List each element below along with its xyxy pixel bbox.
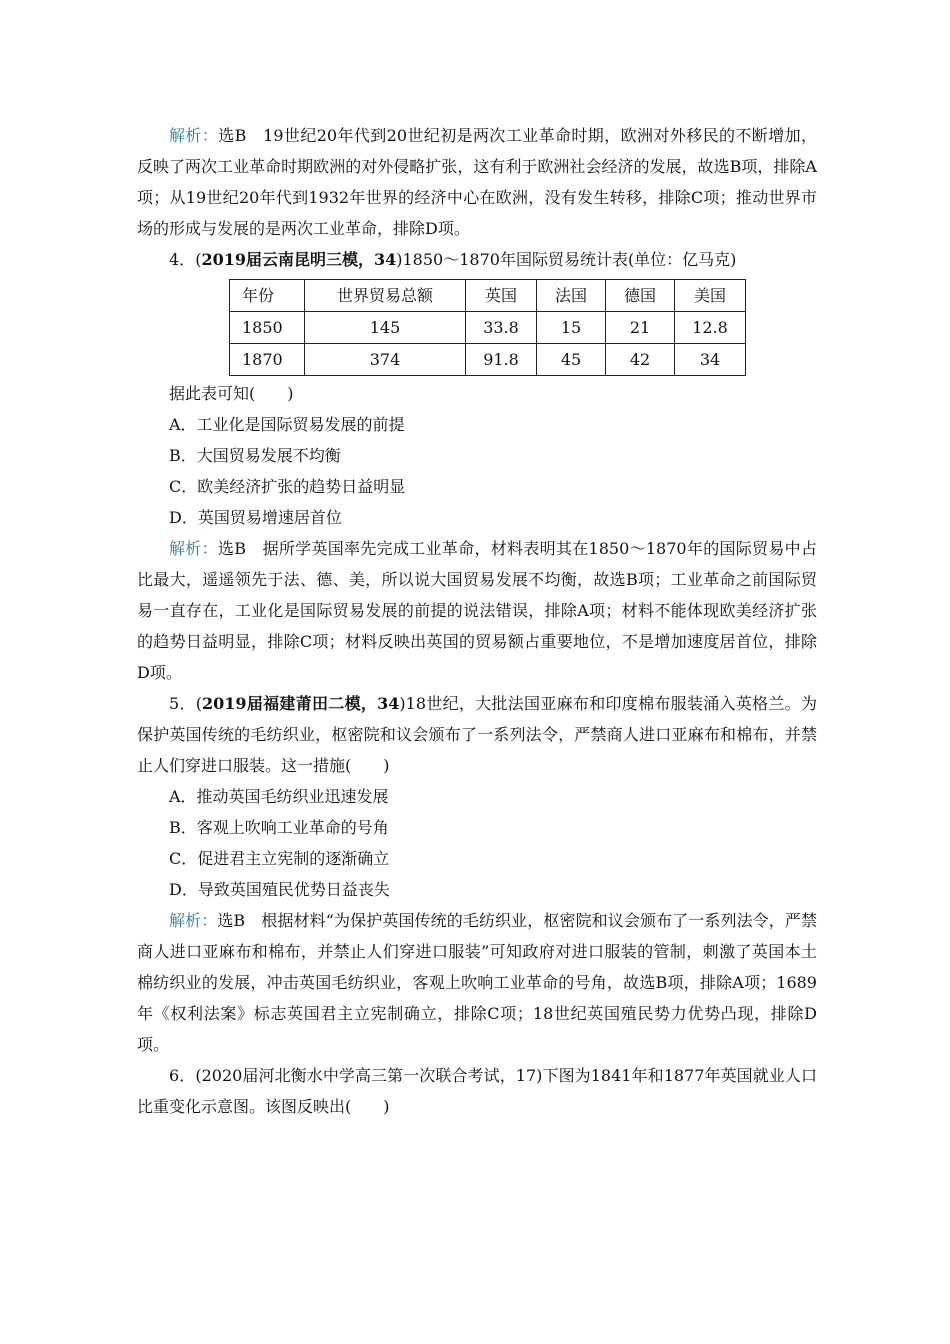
q4-option-b: B．大国贸易发展不均衡 bbox=[169, 446, 341, 465]
table-row bbox=[230, 312, 746, 344]
q5-analysis-text: 选B 根据材料“为保护英国传统的毛纺织业，枢密院和议会颁布了一系列法令，严禁商人进口亚麻布和棉布，并禁止人们穿进口服装”可知政府对进口服装的管制，刺激了英国本土棉纺织业的发展，冲击英国毛纺织业，客观上吹响工业革命的号角，故选B项，排除A项；1689年《权利法案》标志英国君主立宪制确立，排除C项；18世纪英国殖民势力优势凸现，排除D项。 bbox=[137, 911, 817, 1054]
q4-option-d: D．英国贸易增速居首位 bbox=[169, 508, 342, 527]
q4-source-open: ( bbox=[195, 250, 202, 269]
q5-source: 2019届福建莆田二模，34 bbox=[202, 694, 400, 713]
table-cell: 45 bbox=[537, 344, 606, 376]
table-header-cell: 美国 bbox=[675, 280, 746, 312]
q4-analysis bbox=[137, 533, 817, 688]
q4-analysis-text: 选B 据所学英国率先完成工业革命，材料表明其在1850～1870年的国际贸易中占比最大，遥遥领先于法、德、美，所以说大国贸易发展不均衡，故选B项；工业革命之前国际贸易一直存在，工业化是国际贸易发展的前提的说法错误，排除A项；材料不能体现欧美经济扩张的趋势日益明显，排除C项；材料反映出英国的贸易额占重要地位，不是增加速度居首位，排除D项。 bbox=[137, 539, 817, 682]
table-cell: 15 bbox=[537, 312, 606, 344]
q4-question: 据此表可知( ) bbox=[169, 384, 294, 403]
q5-stem-text: 18世纪，大批法国亚麻布和印度棉布服装涌入英格兰。为保护英国传统的毛纺织业，枢密院和议会颁布了一系列法令，严禁商人进口亚麻布和棉布，并禁止人们穿进口服装。这一措施( ) bbox=[137, 694, 817, 775]
q4-source: 2019届云南昆明三模，34 bbox=[201, 250, 397, 269]
q5-stem bbox=[137, 688, 817, 781]
q5-analysis bbox=[137, 905, 817, 1060]
q4-stem-text: 1850～1870年国际贸易统计表(单位：亿马克) bbox=[402, 250, 737, 269]
table-cell: 1870 bbox=[230, 344, 305, 376]
table-cell: 145 bbox=[305, 312, 466, 344]
q6-stem-text: (2020届河北衡水中学高三第一次联合考试，17)下图为1841年和1877年英国就业人口比重变化示意图。该图反映出( ) bbox=[137, 1066, 817, 1116]
table-cell: 21 bbox=[606, 312, 675, 344]
table-cell: 12.8 bbox=[675, 312, 746, 344]
q5-number: 5． bbox=[169, 694, 196, 713]
q4-option-a: A．工业化是国际贸易发展的前提 bbox=[169, 415, 405, 434]
table-cell: 91.8 bbox=[466, 344, 537, 376]
analysis-label: 解析： bbox=[169, 126, 219, 145]
table-cell: 1850 bbox=[230, 312, 305, 344]
table-header-cell: 世界贸易总额 bbox=[305, 280, 466, 312]
q4-option-c: C．欧美经济扩张的趋势日益明显 bbox=[169, 477, 406, 496]
table-header-row bbox=[230, 280, 746, 312]
table-cell: 33.8 bbox=[466, 312, 537, 344]
q4-source-close: ) bbox=[396, 250, 403, 269]
q4-stem bbox=[137, 244, 817, 275]
q5-option-c: C．促进君主立宪制的逐渐确立 bbox=[169, 849, 390, 868]
q6-stem bbox=[137, 1060, 817, 1122]
q5-option-b: B．客观上吹响工业革命的号角 bbox=[169, 818, 389, 837]
q3-analysis-text: 选B 19世纪20年代到20世纪初是两次工业革命时期，欧洲对外移民的不断增加，反映了两次工业革命时期欧洲的对外侵略扩张，这有利于欧洲社会经济的发展，故选B项，排除A项；从19世纪20年代到1932年世界的经济中心在欧洲，没有发生转移，排除C项；推动世界市场的形成与发展的是两次工业革命，排除D项。 bbox=[137, 126, 817, 238]
table-cell: 42 bbox=[606, 344, 675, 376]
trade-table bbox=[229, 279, 746, 376]
table-header-cell: 年份 bbox=[230, 280, 305, 312]
q5-option-d: D．导致英国殖民优势日益丧失 bbox=[169, 880, 390, 899]
q3-analysis bbox=[137, 120, 817, 244]
q4-number: 4． bbox=[169, 250, 196, 269]
q5-option-a: A．推动英国毛纺织业迅速发展 bbox=[169, 787, 389, 806]
table-row bbox=[230, 344, 746, 376]
q5-source-close: ) bbox=[399, 694, 406, 713]
table-header-cell: 法国 bbox=[537, 280, 606, 312]
table-cell: 34 bbox=[675, 344, 746, 376]
q6-number: 6． bbox=[169, 1066, 196, 1085]
table-cell: 374 bbox=[305, 344, 466, 376]
table-header-cell: 德国 bbox=[606, 280, 675, 312]
analysis-label: 解析： bbox=[169, 539, 218, 558]
table-header-cell: 英国 bbox=[466, 280, 537, 312]
q5-source-open: ( bbox=[195, 694, 203, 713]
document-page bbox=[137, 120, 817, 1122]
analysis-label: 解析： bbox=[169, 911, 218, 930]
